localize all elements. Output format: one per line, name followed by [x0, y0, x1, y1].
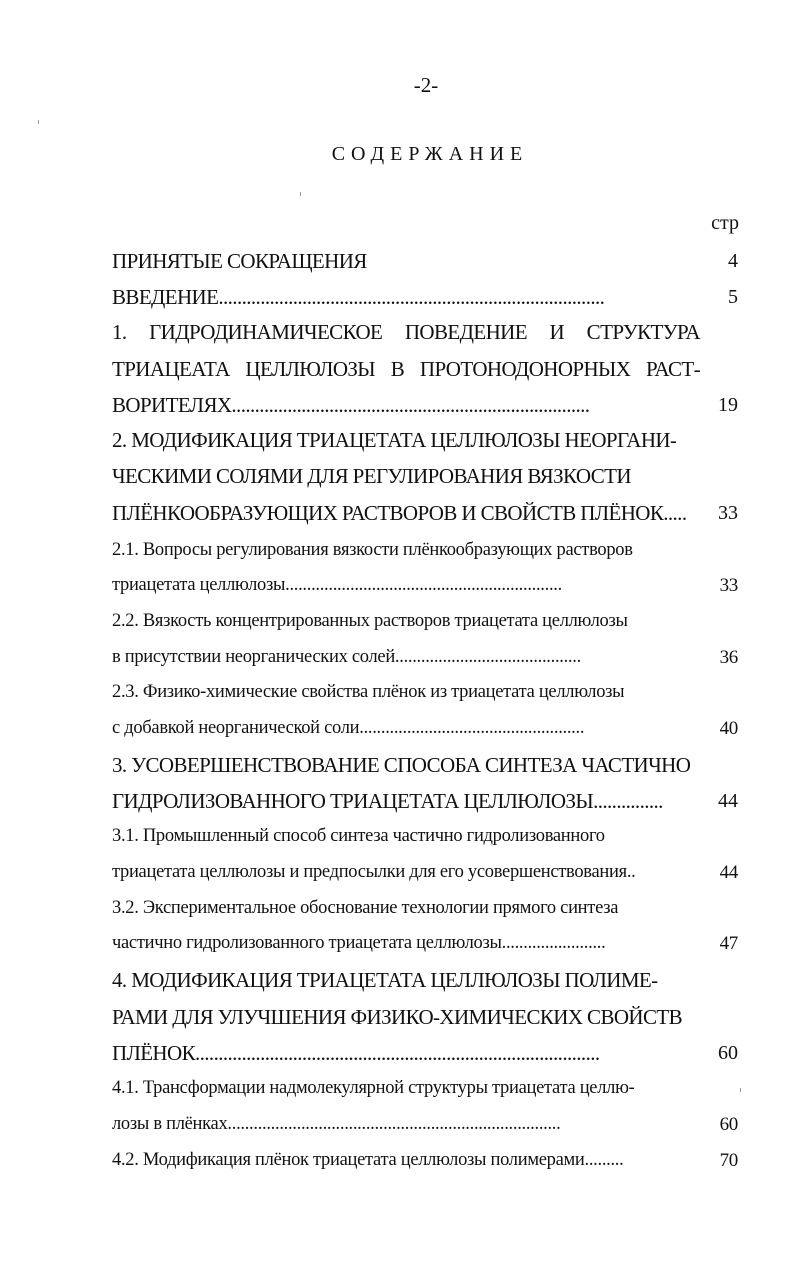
toc-page-section-2-3: 40	[719, 718, 738, 739]
scan-speck	[740, 1088, 741, 1092]
toc-line-section-3-2: частично гидролизованного триацетата целлюлозы........................	[112, 933, 606, 953]
toc-line-chapter-2: 2. МОДИФИКАЦИЯ ТРИАЦЕТАТА ЦЕЛЛЮЛОЗЫ НЕОРГАНИ-	[112, 428, 677, 452]
toc-line-chapter-1: 1. ГИДРОДИНАМИЧЕСКОЕ ПОВЕДЕНИЕ И СТРУКТУРА	[112, 320, 700, 344]
toc-line-section-3-2: 3.2. Экспериментальное обоснование технологии прямого синтеза	[112, 898, 619, 918]
toc-line-chapter-3: 3. УСОВЕРШЕНСТВОВАНИЕ СПОСОБА СИНТЕЗА ЧАСТИЧНО	[112, 753, 691, 777]
toc-line-abbreviations: ПРИНЯТЫЕ СОКРАЩЕНИЯ	[112, 249, 367, 273]
toc-line-section-3-1: триацетата целлюлозы и предпосылки для его усовершенствования..	[112, 862, 636, 882]
toc-page-section-3-2: 47	[719, 933, 738, 954]
toc-line-section-4-1: 4.1. Трансформации надмолекулярной структуры триацетата целлю-	[112, 1078, 635, 1098]
toc-page-section-4-1: 60	[719, 1114, 738, 1135]
toc-line-section-2-1: 2.1. Вопросы регулирования вязкости плёнкообразующих растворов	[112, 540, 633, 560]
toc-page-section-4-2: 70	[719, 1150, 738, 1171]
toc-line-introduction: ВВЕДЕНИЕ...................................................................................	[112, 285, 605, 309]
toc-page-introduction: 5	[728, 286, 738, 308]
toc-page-chapter-1: 19	[718, 394, 738, 416]
toc-line-chapter-3: ГИДРОЛИЗОВАННОГО ТРИАЦЕТАТА ЦЕЛЛЮЛОЗЫ...............	[112, 789, 663, 813]
toc-line-chapter-2: ПЛЁНКООБРАЗУЮЩИХ РАСТВОРОВ И СВОЙСТВ ПЛЁНОК.....	[112, 501, 687, 525]
toc-line-section-3-1: 3.1. Промышленный способ синтеза частично гидролизованного	[112, 826, 605, 846]
toc-line-chapter-4: РАМИ ДЛЯ УЛУЧШЕНИЯ ФИЗИКО-ХИМИЧЕСКИХ СВОЙСТВ	[112, 1005, 683, 1029]
toc-line-section-2-2: в присутствии неорганических солей...........................................	[112, 647, 581, 667]
toc-line-chapter-4: 4. МОДИФИКАЦИЯ ТРИАЦЕТАТА ЦЕЛЛЮЛОЗЫ ПОЛИМЕ-	[112, 968, 658, 992]
toc-line-section-2-3: 2.3. Физико-химические свойства плёнок из триацетата целлюлозы	[112, 682, 625, 702]
contents-title: СОДЕРЖАНИЕ	[331, 143, 529, 165]
toc-line-chapter-1: ВОРИТЕЛЯХ.............................................................................	[112, 393, 590, 417]
toc-page-abbreviations: 4	[728, 250, 738, 272]
page-column-header: стр	[711, 212, 739, 234]
toc-line-section-4-1: лозы в плёнках.............................................................................	[112, 1114, 561, 1134]
scan-speck	[300, 192, 301, 196]
toc-line-section-2-3: с добавкой неорганической соли....................................................	[112, 718, 585, 738]
toc-line-section-4-2: 4.2. Модификация плёнок триацетата целлюлозы полимерами.........	[112, 1150, 624, 1170]
scan-speck	[38, 120, 39, 124]
toc-line-chapter-2: ЧЕСКИМИ СОЛЯМИ ДЛЯ РЕГУЛИРОВАНИЯ ВЯЗКОСТИ	[112, 464, 631, 488]
toc-line-section-2-1: триацетата целлюлозы................................................................	[112, 575, 562, 595]
toc-page-section-2-2: 36	[719, 647, 738, 668]
toc-line-chapter-1: ТРИАЦЕАТА ЦЕЛЛЮЛОЗЫ В ПРОТОНОДОНОРНЫХ РАСТ-	[112, 357, 700, 381]
page-number: -2-	[413, 73, 439, 97]
toc-page-chapter-2: 33	[718, 502, 738, 524]
toc-line-section-2-2: 2.2. Вязкость концентрированных растворов триацетата целлюлозы	[112, 611, 628, 631]
toc-page-section-3-1: 44	[719, 862, 738, 883]
toc-line-chapter-4: ПЛЁНОК.......................................................................................	[112, 1041, 600, 1065]
toc-page-section-2-1: 33	[719, 575, 738, 596]
toc-page-chapter-4: 60	[718, 1042, 738, 1064]
toc-page-chapter-3: 44	[718, 790, 738, 812]
